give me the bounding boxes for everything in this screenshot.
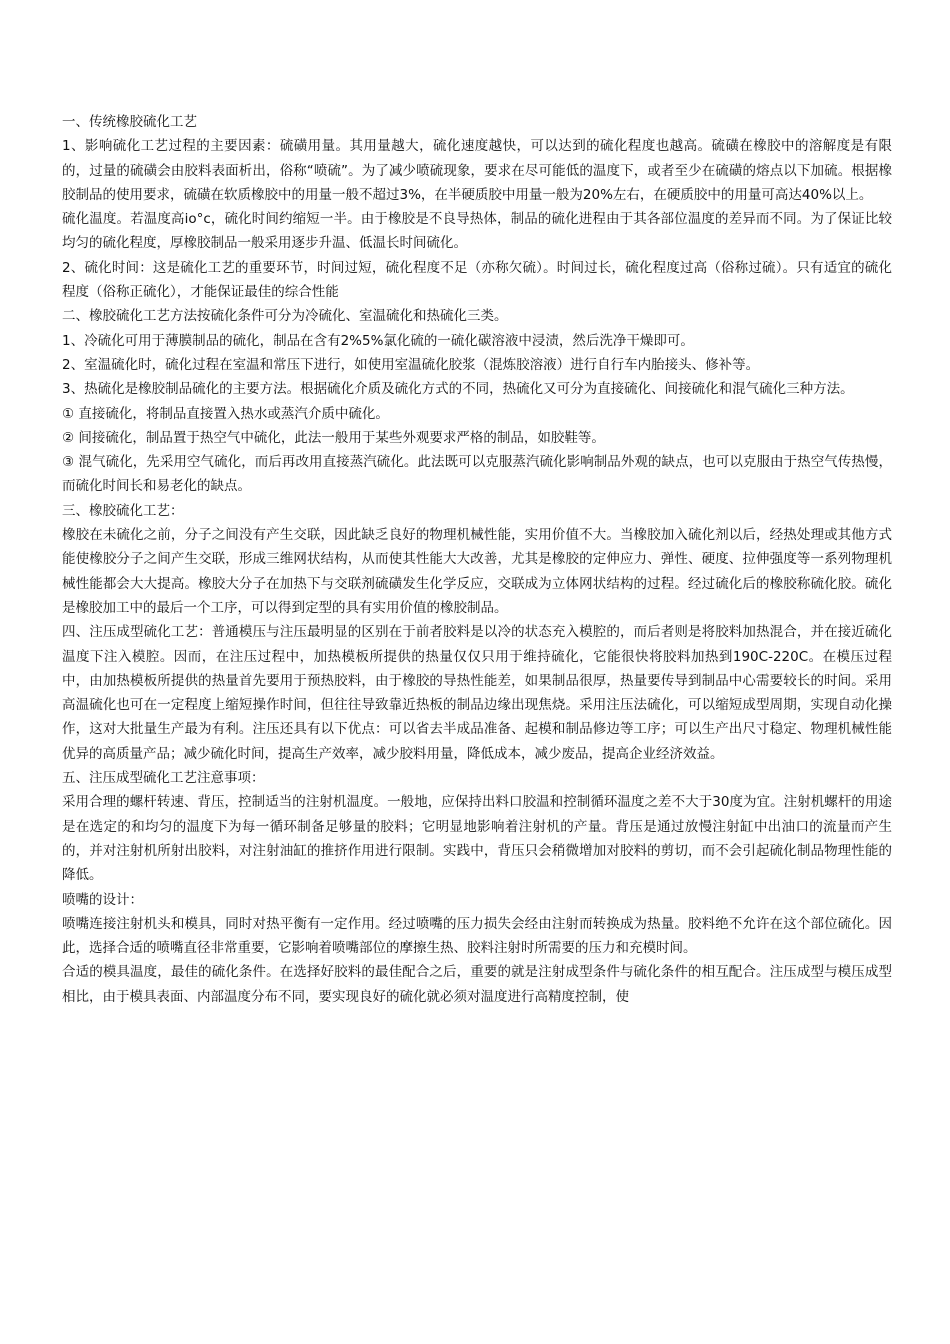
heading-nozzle-design: 喷嘴的设计： — [62, 891, 143, 908]
paragraph-sulfur-dosage: 1、影响硫化工艺过程的主要因素：硫磺用量。其用量越大，硫化速度越快，可以达到的硫化程度也越高。硫磺在橡胶中的溶解度是有限的，过量的硫磺会由胶料表面析出，俗称“喷硫”。为了减少喷硫现象，要求在尽可能低的温度下，或者至少在硫磺的熔点以下加硫。根据橡胶制品的使用要求，硫磺在软质橡胶中的用量一般不超过3%，在半硬质胶中用量一般为20%左右，在硬质胶中的用量可高达40%以上。 — [62, 138, 892, 203]
paragraph-room-temperature-vulcanization: 2、室温硫化时，硫化过程在室温和常压下进行，如使用室温硫化胶浆（混炼胶溶液）进行自行车内胎接头、修补等。 — [62, 356, 760, 373]
list-item-mixed-gas-vulcanization: ③ 混气硫化，先采用空气硫化，而后再改用直接蒸汽硫化。此法既可以克服蒸汽硫化影响制品外观的缺点，也可以克服由于热空气传热慢，而硫化时间长和易老化的缺点。 — [62, 454, 892, 495]
paragraph-nozzle-design: 喷嘴连接注射机头和模具，同时对热平衡有一定作用。经过喷嘴的压力损失会经由注射而转换成为热量。胶料绝不允许在这个部位硫化。因此，选择合适的喷嘴直径非常重要，它影响着喷嘴部位的摩擦生热、胶料注射时所需要的压力和充模时间。 — [62, 915, 892, 957]
document-page — [62, 110, 892, 1009]
paragraph-rubber-vulcanization-process: 橡胶在未硫化之前，分子之间没有产生交联，因此缺乏良好的物理机械性能，实用价值不大。当橡胶加入硫化剂以后，经热处理或其他方式能使橡胶分子之间产生交联，形成三维网状结构，从而使其性能大大改善，尤其是橡胶的定伸应力、弹性、硬度、拉伸强度等一系列物理机械性能都会大大提高。橡胶大分子在加热下与交联剂硫磺发生化学反应，交联成为立体网状结构的过程。经过硫化后的橡胶称硫化胶。硫化是橡胶加工中的最后一个工序，可以得到定型的具有实用价值的橡胶制品。 — [62, 527, 892, 616]
paragraph-injection-molding-vulcanization: 四、注压成型硫化工艺：普通模压与注压最明显的区别在于前者胶料是以冷的状态充入模腔的，而后者则是将胶料加热混合，并在接近硫化温度下注入模腔。因而，在注压过程中，加热模板所提供的热量仅仅只用于维持硫化，它能很快将胶料加热到190C-220C。在模压过程中，由加热模板所提供的热量首先要用于预热胶料，由于橡胶的导热性能差，如果制品很厚，热量要传导到制品中心需要较长的时间。采用高温硫化也可在一定程度上缩短操作时间，但往往导致靠近热板的制品边缘出现焦烧。采用注压法硫化，可以缩短成型周期，实现自动化操作，这对大批量生产最为有利。注压还具有以下优点：可以省去半成品准备、起模和制品修边等工序；可以生产出尺寸稳定、物理机械性能优异的高质量产品；减少硫化时间，提高生产效率，减少胶料用量，降低成本，减少废品，提高企业经济效益。 — [62, 624, 892, 762]
heading-section-1: 一、传统橡胶硫化工艺 — [62, 114, 197, 130]
paragraph-hot-vulcanization: 3、热硫化是橡胶制品硫化的主要方法。根据硫化介质及硫化方式的不同，热硫化又可分为直接硫化、间接硫化和混气硫化三种方法。 — [62, 381, 854, 398]
heading-section-2: 二、橡胶硫化工艺方法按硫化条件可分为冷硫化、室温硫化和热硫化三类。 — [62, 308, 508, 325]
list-item-indirect-vulcanization: ② 间接硫化，制品置于热空气中硫化，此法一般用于某些外观要求严格的制品，如胶鞋等。 — [62, 429, 605, 446]
paragraph-vulcanization-time: 2、硫化时间：这是硫化工艺的重要环节，时间过短，硫化程度不足（亦称欠硫）。时间过长，硫化程度过高（俗称过硫）。只有适宜的硫化程度（俗称正硫化），才能保证最佳的综合性能 — [62, 259, 892, 301]
heading-section-5: 五、注压成型硫化工艺注意事项： — [62, 770, 265, 787]
paragraph-cold-vulcanization: 1、冷硫化可用于薄膜制品的硫化，制品在含有2%5%氯化硫的一硫化碳溶液中浸渍，然后洗净干燥即可。 — [62, 332, 694, 349]
heading-section-3: 三、橡胶硫化工艺： — [62, 502, 184, 519]
list-item-direct-vulcanization: ① 直接硫化，将制品直接置入热水或蒸汽介质中硫化。 — [62, 405, 389, 422]
paragraph-screw-speed-back-pressure: 采用合理的螺杆转速、背压，控制适当的注射机温度。一般地，应保持出料口胶温和控制循环温度之差不大于30度为宜。注射机螺杆的用途是在选定的和均匀的温度下为每一循环制备足够量的胶料；它明显地影响着注射机的产量。背压是通过放慢注射缸中出油口的流量而产生的，并对注射机所射出胶料，对注射油缸的推挤作用进行限制。实践中，背压只会稍微增加对胶料的剪切，而不会引起硫化制品物理性能的降低。 — [62, 794, 892, 884]
paragraph-mold-temperature: 合适的模具温度，最佳的硫化条件。在选择好胶料的最佳配合之后，重要的就是注射成型条件与硫化条件的相互配合。注压成型与模压成型相比，由于模具表面、内部温度分布不同，要实现良好的硫化就必须对温度进行高精度控制，使 — [62, 964, 892, 1005]
paragraph-vulcanization-temperature: 硫化温度。若温度高io°c，硫化时间约缩短一半。由于橡胶是不良导热体，制品的硫化进程由于其各部位温度的差异而不同。为了保证比较均匀的硫化程度，厚橡胶制品一般采用逐步升温、低温长时间硫化。 — [62, 211, 892, 252]
